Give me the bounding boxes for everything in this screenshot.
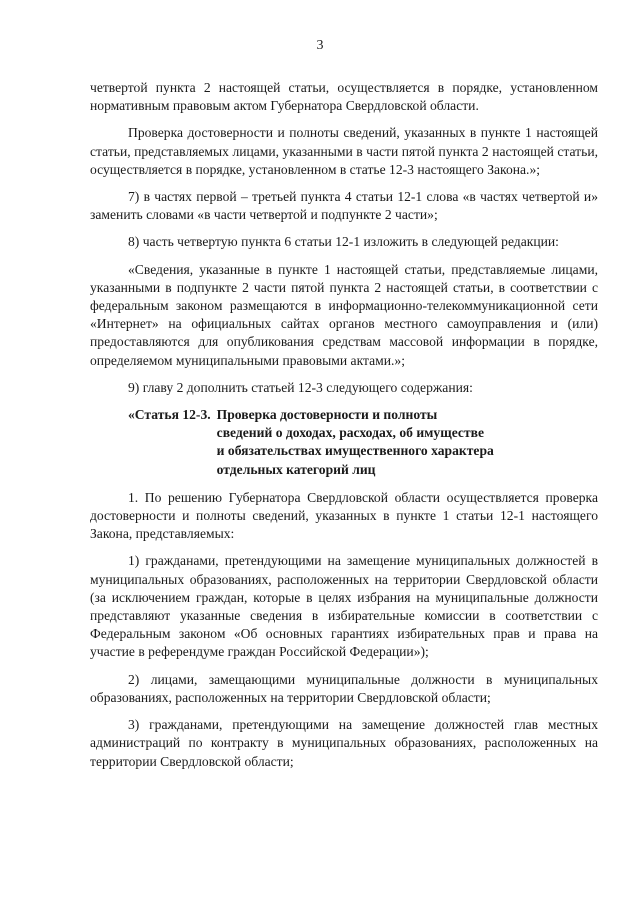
paragraph: Проверка достоверности и полноты сведений, указанных в пункте 1 настоящей статьи, представляемых лицами, указанными в части пятой пункта 2 настоящей статьи, осуществляется в порядке, установленном в статье 12-3 настоящего Закона.»; [90,125,598,177]
paragraph: 9) главу 2 дополнить статьей 12-3 следующего содержания: [128,379,473,395]
article-title-line: отдельных категорий лиц [216,461,376,477]
page-number: 3 [316,38,324,53]
article-title-line: и обязательствах имущественного характера [216,443,494,459]
article-paragraph: 1) гражданами, претендующими на замещение муниципальных должностей в муниципальных образованиях, расположенных на территории Свердловской области (за исключением граждан, которые в целях избрания на муниципальные должности представляют указанные сведения в избирательные комиссии в соответствии с Федеральным законом «Об основных гарантиях избирательных прав и права на участие в референдуме граждан Российской Федерации»); [90,553,598,660]
article-title [217,406,494,479]
paragraph: 7) в частях первой – третьей пункта 4 статьи 12-1 слова «в частях четвертой и» заменить словами «в части четвертой и подпункте 2 части»; [90,189,598,223]
article-heading [128,406,598,479]
article-paragraph: 3) гражданами, претендующими на замещение должностей глав местных администраций по контракту в муниципальных образованиях, расположенных на территории Свердловской области; [90,717,598,769]
paragraph: 8) часть четвертую пункта 6 статьи 12-1 изложить в следующей редакции: [128,234,559,250]
article-title-line: Проверка достоверности и полноты [216,407,438,423]
article-paragraph: 2) лицами, замещающими муниципальные должности в муниципальных образованиях, расположенных на территории Свердловской области; [90,671,598,705]
article-paragraph: 1. По решению Губернатора Свердловской области осуществляется проверка достоверности и полноты сведений, указанных в пункте 1 статьи 12-1 настоящего Закона, представляемых: [90,489,598,542]
document-body [90,79,598,780]
paragraph: «Сведения, указанные в пункте 1 настоящей статьи, представляемые лицами, указанными в подпункте 2 части пятой пункта 2 настоящей статьи, в соответствии с федеральным законом размещаются в информационно-телекоммуникационной сети «Интернет» на официальных сайтах органов местного самоуправления и (или) предоставляются для опубликования средствам массовой информации в порядке, определяемом муниципальными правовыми актами.»; [90,261,598,368]
paragraph: четвертой пункта 2 настоящей статьи, осуществляется в порядке, установленном нормативным правовым актом Губернатора Свердловской области. [90,80,598,114]
article-title-line: сведений о доходах, расходах, об имуществе [216,425,484,441]
article-label: «Статья 12-3. [128,407,211,423]
